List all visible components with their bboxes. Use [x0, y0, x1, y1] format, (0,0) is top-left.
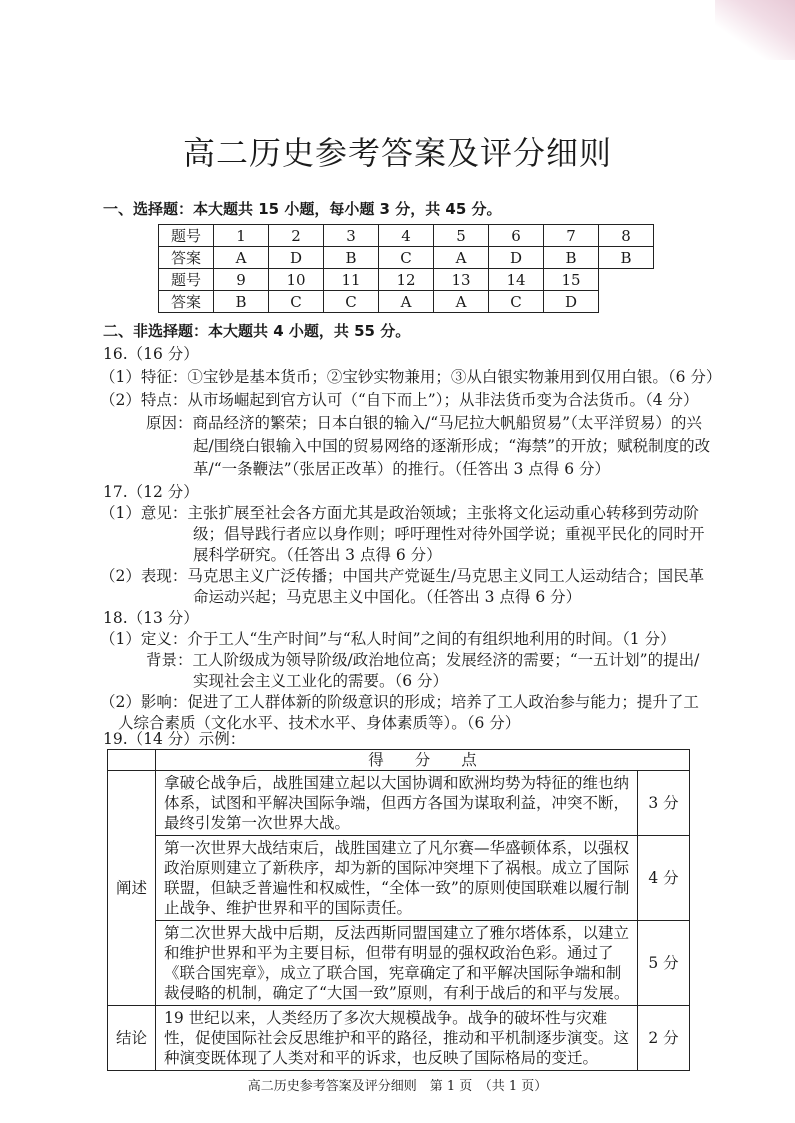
- answer-cell: A: [434, 291, 489, 313]
- answer-cell: A: [214, 247, 269, 269]
- row-label-elaborate: 阐述: [108, 771, 156, 1006]
- question-number: 3: [324, 225, 379, 247]
- answer-cell: D: [269, 247, 324, 269]
- q18-heading: 18.（13 分）: [103, 609, 199, 627]
- q17-line: （2）表现：马克思主义广泛传播；中国共产党诞生/马克思主义同工人运动结合；国民革: [100, 567, 705, 585]
- row-label-conclusion: 结论: [108, 1006, 156, 1071]
- score-cell: 4 分: [638, 836, 690, 921]
- scoring-point-text: 19 世纪以来，人类经历了多次大规模战争。战争的破坏性与灾难性，促使国际社会反思维护和平的路径，推动和平机制逐步演变。这种演变既体现了人类对和平的诉求，也反映了国际格局的变迁。: [156, 1006, 638, 1071]
- q16-line: （1）特征：①宝钞是基本货币；②宝钞实物兼用；③从白银实物兼用到仅用白银。（6 分）: [100, 368, 722, 386]
- score-cell: 3 分: [638, 771, 690, 836]
- question-number: 15: [544, 269, 599, 291]
- q19-scoring-table: [107, 749, 690, 1071]
- q18-line: （2）影响：促进了工人群体新的阶级意识的形成；培养了工人政治参与能力；提升了工: [100, 693, 699, 711]
- row-label: 答案: [159, 247, 214, 269]
- empty-cell: [599, 269, 654, 291]
- row-label: 题号: [159, 269, 214, 291]
- table-row: [108, 1006, 690, 1071]
- row-label: 题号: [159, 225, 214, 247]
- q18-line: 实现社会主义工业化的需要。（6 分）: [193, 672, 449, 690]
- answer-cell: C: [269, 291, 324, 313]
- q16-line: 起/围绕白银输入中国的贸易网络的逐渐形成；“海禁”的开放；赋税制度的改: [193, 437, 711, 455]
- answer-cell: B: [544, 247, 599, 269]
- question-number: 10: [269, 269, 324, 291]
- section1-heading: 一、选择题：本大题共 15 小题，每小题 3 分，共 45 分。: [103, 200, 502, 218]
- table-row: [108, 921, 690, 1006]
- scoring-point-text: 第一次世界大战结束后，战胜国建立了凡尔赛—华盛顿体系，以强权政治原则建立了新秩序，却为新的国际冲突埋下了祸根。成立了国际联盟，但缺乏普遍性和权威性，“全体一致”的原则使国联难以履行制止战争、维护世界和平的国际责任。: [156, 836, 638, 921]
- section2-heading: 二、非选择题：本大题共 4 小题，共 55 分。: [103, 322, 411, 340]
- score-cell: 5 分: [638, 921, 690, 1006]
- question-number: 12: [379, 269, 434, 291]
- q16-heading: 16.（16 分）: [103, 345, 199, 363]
- answer-cell: C: [324, 291, 379, 313]
- q17-line: 命运动兴起；马克思主义中国化。（任答出 3 点得 6 分）: [193, 588, 582, 606]
- answer-cell: C: [379, 247, 434, 269]
- scan-corner-artifact: [715, 0, 795, 60]
- q17-heading: 17.（12 分）: [103, 483, 199, 501]
- q18-line: （1）定义：介于工人“生产时间”与“私人时间”之间的有组织地利用的时间。（1 分）: [100, 630, 676, 648]
- answer-cell: B: [324, 247, 379, 269]
- table-header-row: [108, 750, 690, 771]
- table-row: [159, 269, 654, 291]
- q18-line: 背景：工人阶级成为领导阶级/政治地位高；发展经济的需要；“一五计划”的提出/: [146, 651, 700, 669]
- q16-line: （2）特点：从市场崛起到官方认可（“自下而上”）；从非法货币变为合法货币。（4 分）: [100, 391, 699, 409]
- table-row: [159, 291, 654, 313]
- empty-header-cell: [108, 750, 156, 771]
- q18-line: 人综合素质（文化水平、技术水平、身体素质等）。（6 分）: [118, 714, 521, 732]
- answer-cell: B: [214, 291, 269, 313]
- question-number: 5: [434, 225, 489, 247]
- answer-cell: B: [599, 247, 654, 269]
- answer-cell: D: [489, 247, 544, 269]
- question-number: 14: [489, 269, 544, 291]
- scoring-point-text: 第二次世界大战中后期，反法西斯同盟国建立了雅尔塔体系，以建立和维护世界和平为主要目标，但带有明显的强权政治色彩。通过了《联合国宪章》，成立了联合国，宪章确定了和平解决国际争端和制裁侵略的机制，确定了“大国一致”原则，有利于战后的和平与发展。: [156, 921, 638, 1006]
- q17-line: （1）意见：主张扩展至社会各方面尤其是政治领域；主张将文化运动重心转移到劳动阶: [100, 504, 699, 522]
- question-number: 2: [269, 225, 324, 247]
- answer-cell: A: [379, 291, 434, 313]
- q17-line: 展科学研究。（任答出 3 点得 6 分）: [193, 546, 442, 564]
- q16-line: 革/“一条鞭法”（张居正改革）的推行。（任答出 3 点得 6 分）: [193, 460, 611, 478]
- score-cell: 2 分: [638, 1006, 690, 1071]
- answer-cell: A: [434, 247, 489, 269]
- question-number: 4: [379, 225, 434, 247]
- table-row: [108, 836, 690, 921]
- table-row: [159, 225, 654, 247]
- answer-cell: D: [544, 291, 599, 313]
- choice-answer-table: [158, 224, 654, 313]
- page-title: 高二历史参考答案及评分细则: [182, 134, 612, 172]
- q17-line: 级；倡导践行者应以身作则；呼吁理性对待外国学说；重视平民化的同时开: [193, 525, 705, 543]
- table-row: [159, 247, 654, 269]
- question-number: 9: [214, 269, 269, 291]
- q19-heading: 19.（14 分）示例：: [103, 730, 246, 748]
- question-number: 13: [434, 269, 489, 291]
- answer-cell: C: [489, 291, 544, 313]
- question-number: 1: [214, 225, 269, 247]
- question-number: 8: [599, 225, 654, 247]
- question-number: 7: [544, 225, 599, 247]
- question-number: 6: [489, 225, 544, 247]
- row-label: 答案: [159, 291, 214, 313]
- q16-line: 原因：商品经济的繁荣；日本白银的输入/“马尼拉大帆船贸易”（太平洋贸易）的兴: [146, 414, 702, 432]
- page-footer: 高二历史参考答案及评分细则 第 1 页 （共 1 页）: [247, 1079, 548, 1094]
- scoring-points-header: 得 分 点: [156, 750, 690, 771]
- empty-cell: [599, 291, 654, 313]
- table-row: [108, 771, 690, 836]
- question-number: 11: [324, 269, 379, 291]
- scoring-point-text: 拿破仑战争后，战胜国建立起以大国协调和欧洲均势为特征的维也纳体系，试图和平解决国际争端，但西方各国为谋取利益，冲突不断，最终引发第一次世界大战。: [156, 771, 638, 836]
